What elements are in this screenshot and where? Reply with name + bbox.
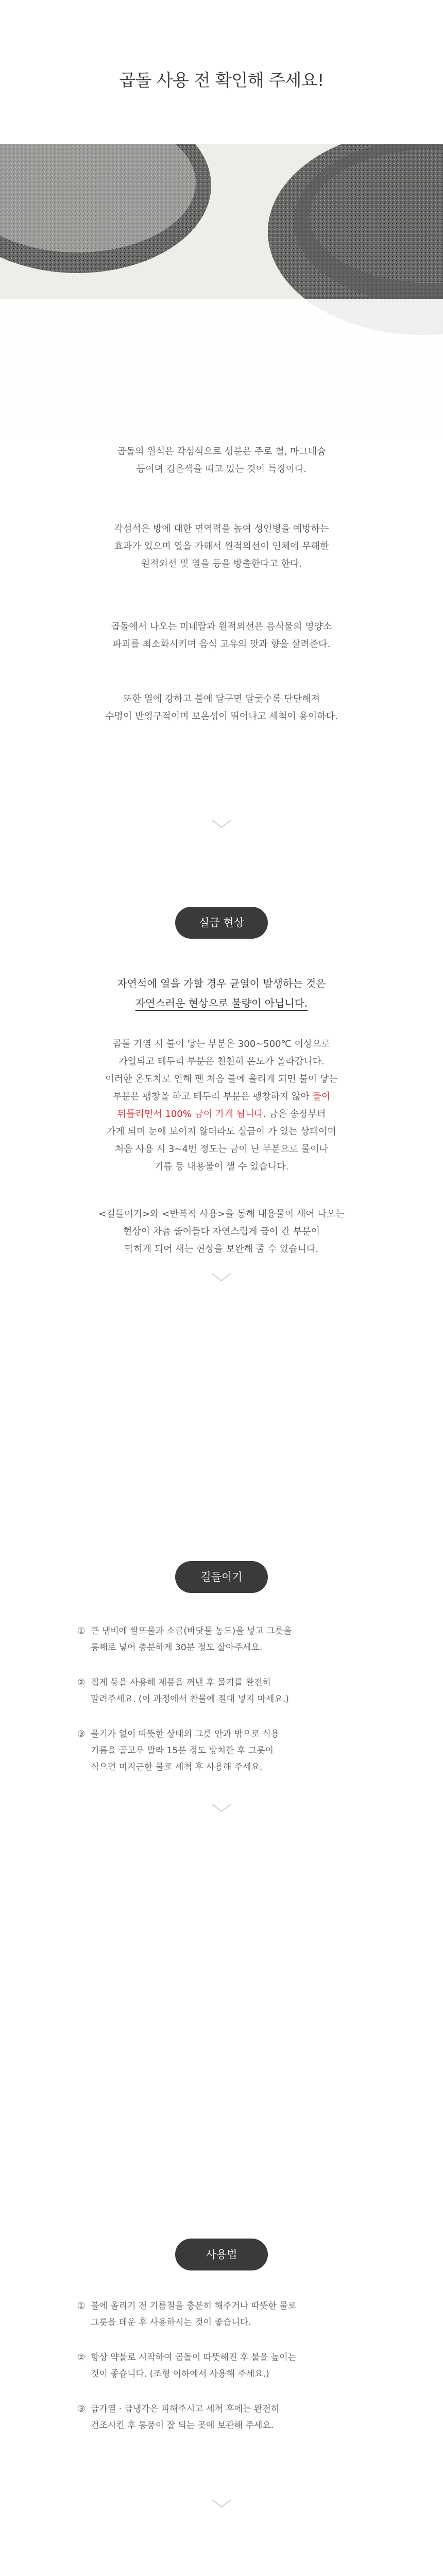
step-text: 그릇을 데운 후 사용하시는 것이 좋습니다. bbox=[91, 2317, 251, 2328]
crack-line bbox=[0, 1106, 443, 1123]
step-text: 물기가 없이 따뜻한 상태의 그릇 안과 밖으로 식용 bbox=[91, 1729, 280, 1739]
chevron-down-icon bbox=[211, 819, 232, 828]
section-label-crack: 실금 현상 bbox=[175, 907, 268, 939]
crack-lead-line: 자연석에 열을 가할 경우 균열이 발생하는 것은 bbox=[117, 977, 326, 990]
step-text: 불에 올리기 전 기름칠을 충분히 해주거나 따뜻한 물로 bbox=[91, 2301, 297, 2311]
step-number: ① bbox=[77, 1626, 86, 1636]
step-text: 식으면 미지근한 물로 세척 후 사용해 주세요. bbox=[91, 1762, 263, 1772]
step-text: 항상 약불로 시작하여 곱돌이 따뜻해진 후 불을 높이는 bbox=[91, 2352, 297, 2363]
crack-line: 가게 되며 눈에 보이지 않더라도 실금이 가 있는 상태이며 bbox=[107, 1126, 336, 1137]
crack-text: 부분은 팽창을 하고 테두리 부분은 팽창하지 않아 bbox=[112, 1091, 310, 1102]
stone-pot-illustration bbox=[0, 144, 443, 433]
crack-line: 현상이 차츰 줄어들다 자연스럽게 금이 간 부분이 bbox=[123, 1226, 320, 1237]
chevron-down-icon bbox=[211, 1803, 232, 1812]
crack-line: 곱돌 가열 시 불이 닿는 부분은 300~500℃ 이상으로 bbox=[112, 1039, 331, 1049]
crack-line: 막히게 되어 새는 현상을 보완해 줄 수 있습니다. bbox=[124, 1244, 319, 1255]
intro-line: 파괴를 최소화시키며 음식 고유의 맛과 향을 살려준다. bbox=[112, 639, 331, 650]
intro-paragraph-2 bbox=[0, 520, 443, 573]
crack-line: 처음 사용 시 3~4번 정도는 금이 난 부분으로 물이나 bbox=[114, 1144, 329, 1155]
section-label-usage: 사용법 bbox=[175, 2239, 268, 2270]
crack-line: 기름 등 내용물이 샐 수 있습니다. bbox=[154, 1161, 289, 1172]
step-number: ② bbox=[77, 2352, 86, 2363]
intro-paragraph-3 bbox=[0, 618, 443, 653]
intro-line: 또한 열에 강하고 불에 달구면 달궃수록 단단해져 bbox=[123, 693, 320, 704]
intro-line: 수명이 반영구적이며 보온성이 뛰어나고 세척이 용이하다. bbox=[105, 711, 338, 722]
crack-line: <길들이기>와 <반복적 사용>을 통해 내용물이 새어 나오는 bbox=[98, 1209, 345, 1219]
usage-step-3 bbox=[77, 2401, 386, 2434]
intro-line: 원적외선 및 열을 등을 방출한다고 한다. bbox=[141, 558, 302, 569]
crack-line bbox=[0, 1088, 443, 1106]
step-text: 큰 냄비에 쌀뜨물과 소금(바닷물 농도)을 넣고 그릇을 bbox=[91, 1626, 292, 1636]
crack-red-text: 들이 bbox=[312, 1091, 331, 1102]
crack-paragraph-1 bbox=[0, 1036, 443, 1176]
intro-line: 곱돌의 원석은 각섬석으로 성분은 주로 철, 마그네슘 bbox=[117, 446, 326, 457]
step-text: 집게 등을 사용해 제품을 꺼낸 후 물기를 완전히 bbox=[91, 1677, 271, 1688]
seasoning-step-3 bbox=[77, 1726, 386, 1775]
intro-paragraph-4 bbox=[0, 690, 443, 725]
section-label-seasoning: 길들이기 bbox=[175, 1561, 268, 1593]
crack-lead-line: 자연스러운 현상으로 불량이 아닙니다. bbox=[135, 997, 308, 1009]
step-number: ① bbox=[77, 2301, 86, 2311]
step-text: 급가열 · 급냉각은 피해주시고 세척 후에는 완전히 bbox=[91, 2404, 280, 2414]
crack-red-text: 뒤틀리면서 100% 금이 가게 됩니다. bbox=[117, 1109, 266, 1120]
usage-step-2 bbox=[77, 2349, 386, 2382]
step-text: 건조시킨 후 통풍이 잘 되는 곳에 보관해 주세요. bbox=[91, 2420, 274, 2431]
step-text: 말려주세요. (이 과정에서 찬물에 절대 넣지 마세요.) bbox=[91, 1694, 289, 1704]
crack-lead bbox=[0, 974, 443, 1013]
crack-text: 금은 송장부터 bbox=[266, 1109, 326, 1120]
seasoning-step-2 bbox=[77, 1674, 386, 1707]
intro-line: 곱돌에서 나오는 미네랄과 원적외선은 음식물의 영양소 bbox=[111, 621, 332, 632]
intro-line: 효과가 있으며 열을 가해서 원적외선이 인체에 무해한 bbox=[114, 541, 329, 552]
page-title: 곱돌 사용 전 확인해 주세요! bbox=[119, 70, 324, 90]
chevron-down-icon bbox=[211, 2499, 232, 2508]
crack-line: 이러한 온도차로 인해 팬 처음 불에 올리게 되면 불이 닿는 bbox=[105, 1074, 338, 1084]
intro-paragraph-1 bbox=[0, 443, 443, 478]
stone-pot-photo bbox=[0, 144, 443, 433]
step-text: 것이 좋습니다. (조형 이하에서 사용해 주세요.) bbox=[91, 2369, 269, 2379]
crack-paragraph-3 bbox=[0, 1206, 443, 1258]
step-text: 통째로 넣어 충분하게 30분 정도 삶아주세요. bbox=[91, 1642, 263, 1653]
intro-line: 각섬석은 방에 대한 면역력을 높여 성인병을 예방하는 bbox=[114, 523, 329, 534]
intro-line: 등이며 검은색을 띠고 있는 것이 특징이다. bbox=[137, 464, 306, 474]
usage-step-1 bbox=[77, 2298, 386, 2331]
step-number: ③ bbox=[77, 1729, 86, 1739]
chevron-down-icon bbox=[211, 1273, 232, 1282]
crack-line: 가열되고 테두리 부분은 천천히 온도가 올라갑니다. bbox=[118, 1056, 325, 1067]
step-text: 기름을 골고루 발라 15분 정도 방치한 후 그릇이 bbox=[91, 1745, 274, 1756]
seasoning-step-1 bbox=[77, 1623, 386, 1656]
step-number: ③ bbox=[77, 2404, 86, 2414]
step-number: ② bbox=[77, 1677, 86, 1688]
